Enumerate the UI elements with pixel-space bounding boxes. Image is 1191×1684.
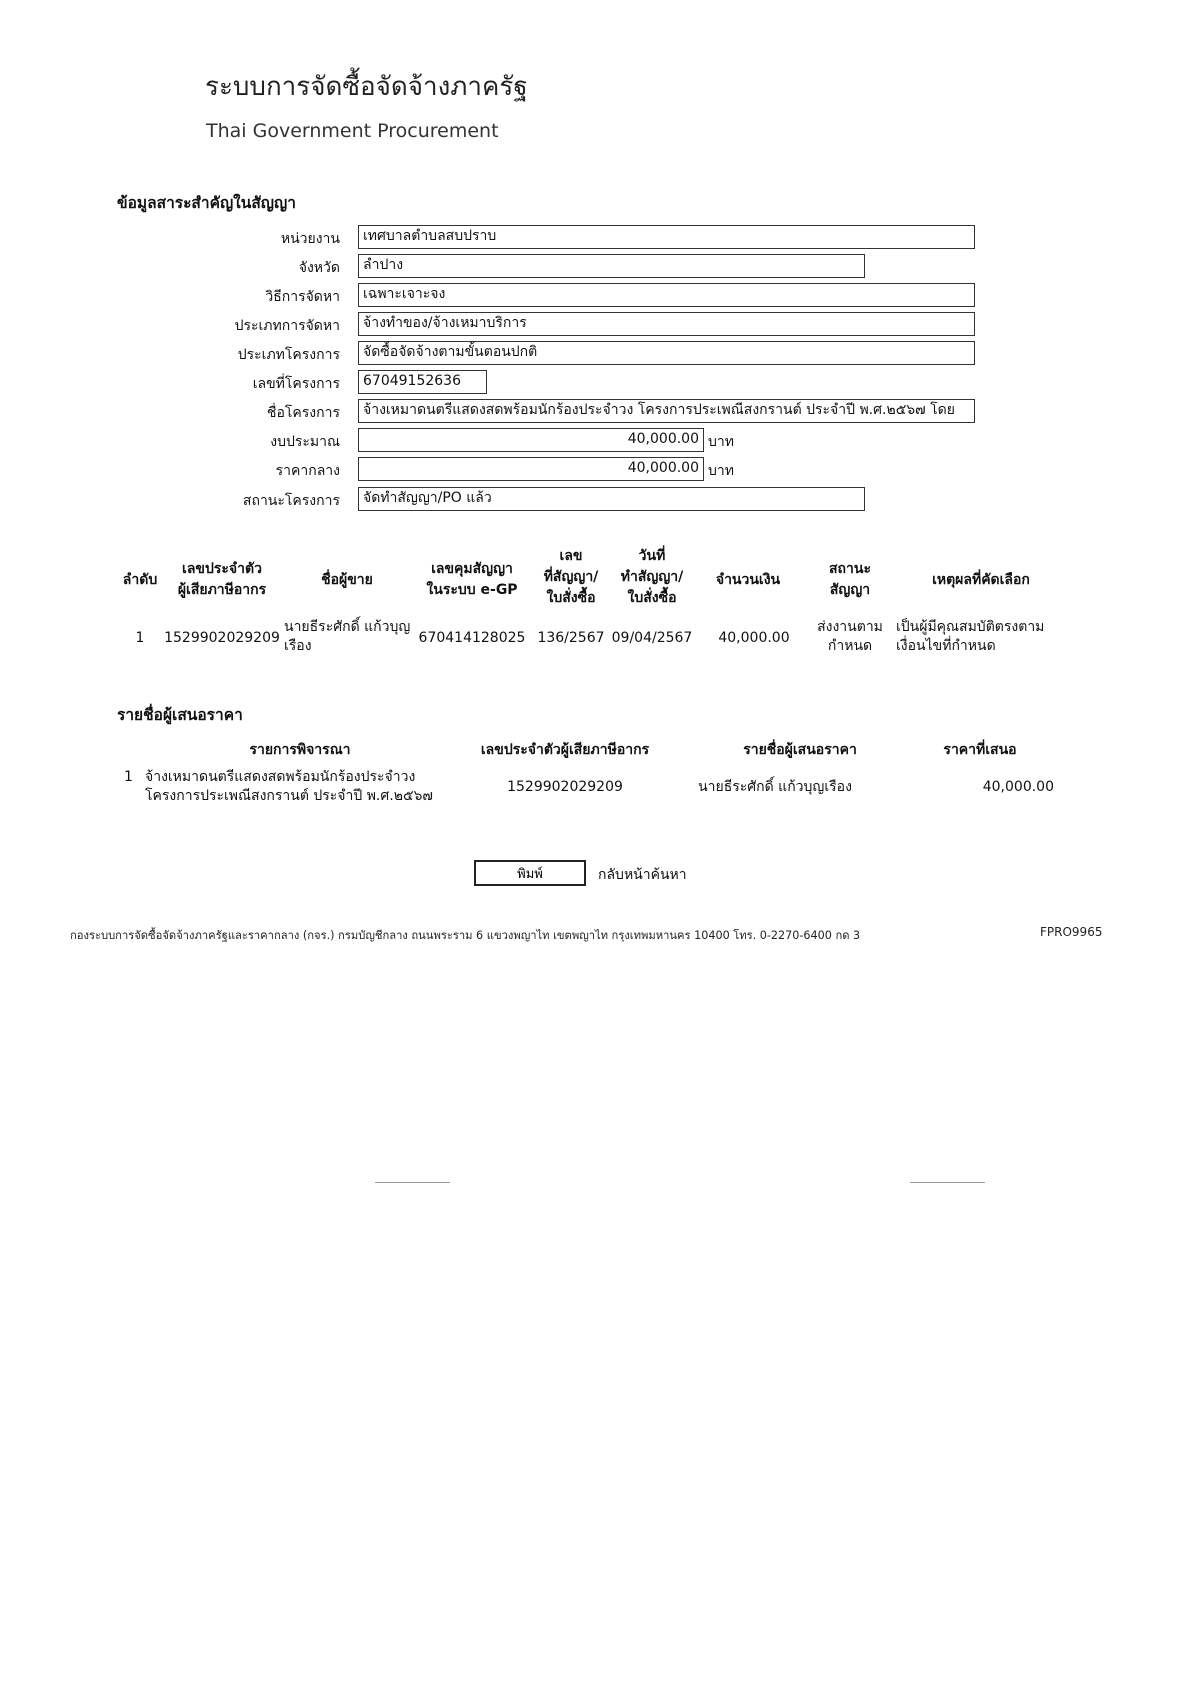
field-label-project-status: สถานะโครงการ [242,493,340,509]
field-label-budget: งบประมาณ [270,434,340,450]
cell-item: จ้างเหมาดนตรีแสดงสดพร้อมนักร้องประจำวง โครงการประเพณีสงกรานต์ ประจำปี พ.ศ.๒๕๖๗ [145,769,433,804]
cell-contract-date: 09/04/2567 [611,630,693,646]
cell-egp-number: 670414128025 [418,630,526,646]
field-project-status: จัดทำสัญญา/PO แล้ว [358,487,865,511]
field-province: ลำปาง [358,254,865,278]
footer-address: กองระบบการจัดซื้อจัดจ้างภาครัฐและราคากลาง (กจร.) กรมบัญชีกลาง ถนนพระราม 6 แขวงพญาไท เขตพญาไท กรุงเทพมหานคร 10400 โทร. 0-2270-6400 กด 3 [70,929,861,942]
col-header-vendor: ชื่อผู้ขาย [321,572,373,588]
field-method: เฉพาะเจาะจง [358,283,975,307]
field-project-type: จัดซื้อจัดจ้างตามขั้นตอนปกติ [358,341,975,365]
field-label-project-type: ประเภทโครงการ [237,347,340,363]
field-median-price-unit: บาท [708,463,734,479]
field-label-project-number: เลขที่โครงการ [252,376,340,392]
scan-mark [375,1182,450,1183]
col-header-contract-date: วันที่ ทำสัญญา/ ใบสั่งซื้อ [620,548,684,606]
col-header-bidder-tax-id: เลขประจำตัวผู้เสียภาษีอากร [480,742,650,758]
cell-contract-no: 136/2567 [537,630,605,646]
col-header-reason: เหตุผลที่คัดเลือก [932,572,1030,588]
cell-bidder-seq: 1 [124,769,133,785]
contract-info-heading: ข้อมูลสาระสำคัญในสัญญา [117,194,296,212]
cell-seq: 1 [135,630,145,646]
page-title-thai: ระบบการจัดซื้อจัดจ้างภาครัฐ [205,72,528,102]
col-header-item: รายการพิจารณา [249,742,351,758]
cell-vendor: นายธีระศักดิ์ แก้วบุญ เรือง [284,619,411,654]
field-label-median-price: ราคากลาง [275,463,340,479]
col-header-seq: ลำดับ [122,572,158,588]
field-project-name: จ้างเหมาดนตรีแสดงสดพร้อมนักร้องประจำวง โครงการประเพณีสงกรานต์ ประจำปี พ.ศ.๒๕๖๗ โดย [358,399,975,423]
cell-bidder-tax-id: 1529902029209 [507,779,623,795]
field-label-project-name: ชื่อโครงการ [266,405,340,421]
field-project-number: 67049152636 [358,370,487,394]
page-title-english: Thai Government Procurement [206,120,499,142]
col-header-amount: จำนวนเงิน [715,572,781,588]
back-to-search-link[interactable]: กลับหน้าค้นหา [598,867,687,883]
cell-tax-id: 1529902029209 [164,630,280,646]
cell-reason: เป็นผู้มีคุณสมบัติตรงตาม เงื่อนไขที่กำหนด [896,619,1045,654]
col-header-status: สถานะ สัญญา [829,561,871,598]
col-header-bidder-name: รายชื่อผู้เสนอราคา [743,742,857,758]
field-median-price: 40,000.00 [358,457,704,481]
field-budget: 40,000.00 [358,428,704,452]
field-label-agency: หน่วยงาน [280,231,340,247]
col-header-egp: เลขคุมสัญญา ในระบบ e-GP [426,561,518,598]
field-budget-unit: บาท [708,434,734,450]
col-header-price: ราคาที่เสนอ [943,742,1017,758]
cell-status: ส่งงานตาม กำหนด [817,619,883,654]
form-code: FPRO9965 [1040,925,1103,939]
col-header-tax-id: เลขประจำตัว ผู้เสียภาษีอากร [177,561,267,598]
col-header-contract-no: เลข ที่สัญญา/ ใบสั่งซื้อ [543,548,599,606]
cell-amount: 40,000.00 [718,630,790,646]
cell-offered-price: 40,000.00 [982,779,1054,795]
cell-bidder-name: นายธีระศักดิ์ แก้วบุญเรือง [698,779,852,795]
print-button[interactable]: พิมพ์ [474,860,586,886]
field-procurement-type: จ้างทำของ/จ้างเหมาบริการ [358,312,975,336]
field-label-procurement-type: ประเภทการจัดหา [234,318,340,334]
field-agency: เทศบาลตำบลสบปราบ [358,225,975,249]
field-label-method: วิธีการจัดหา [265,289,340,305]
field-label-province: จังหวัด [298,260,340,276]
scan-mark [910,1182,985,1183]
bidders-heading: รายชื่อผู้เสนอราคา [117,706,243,724]
